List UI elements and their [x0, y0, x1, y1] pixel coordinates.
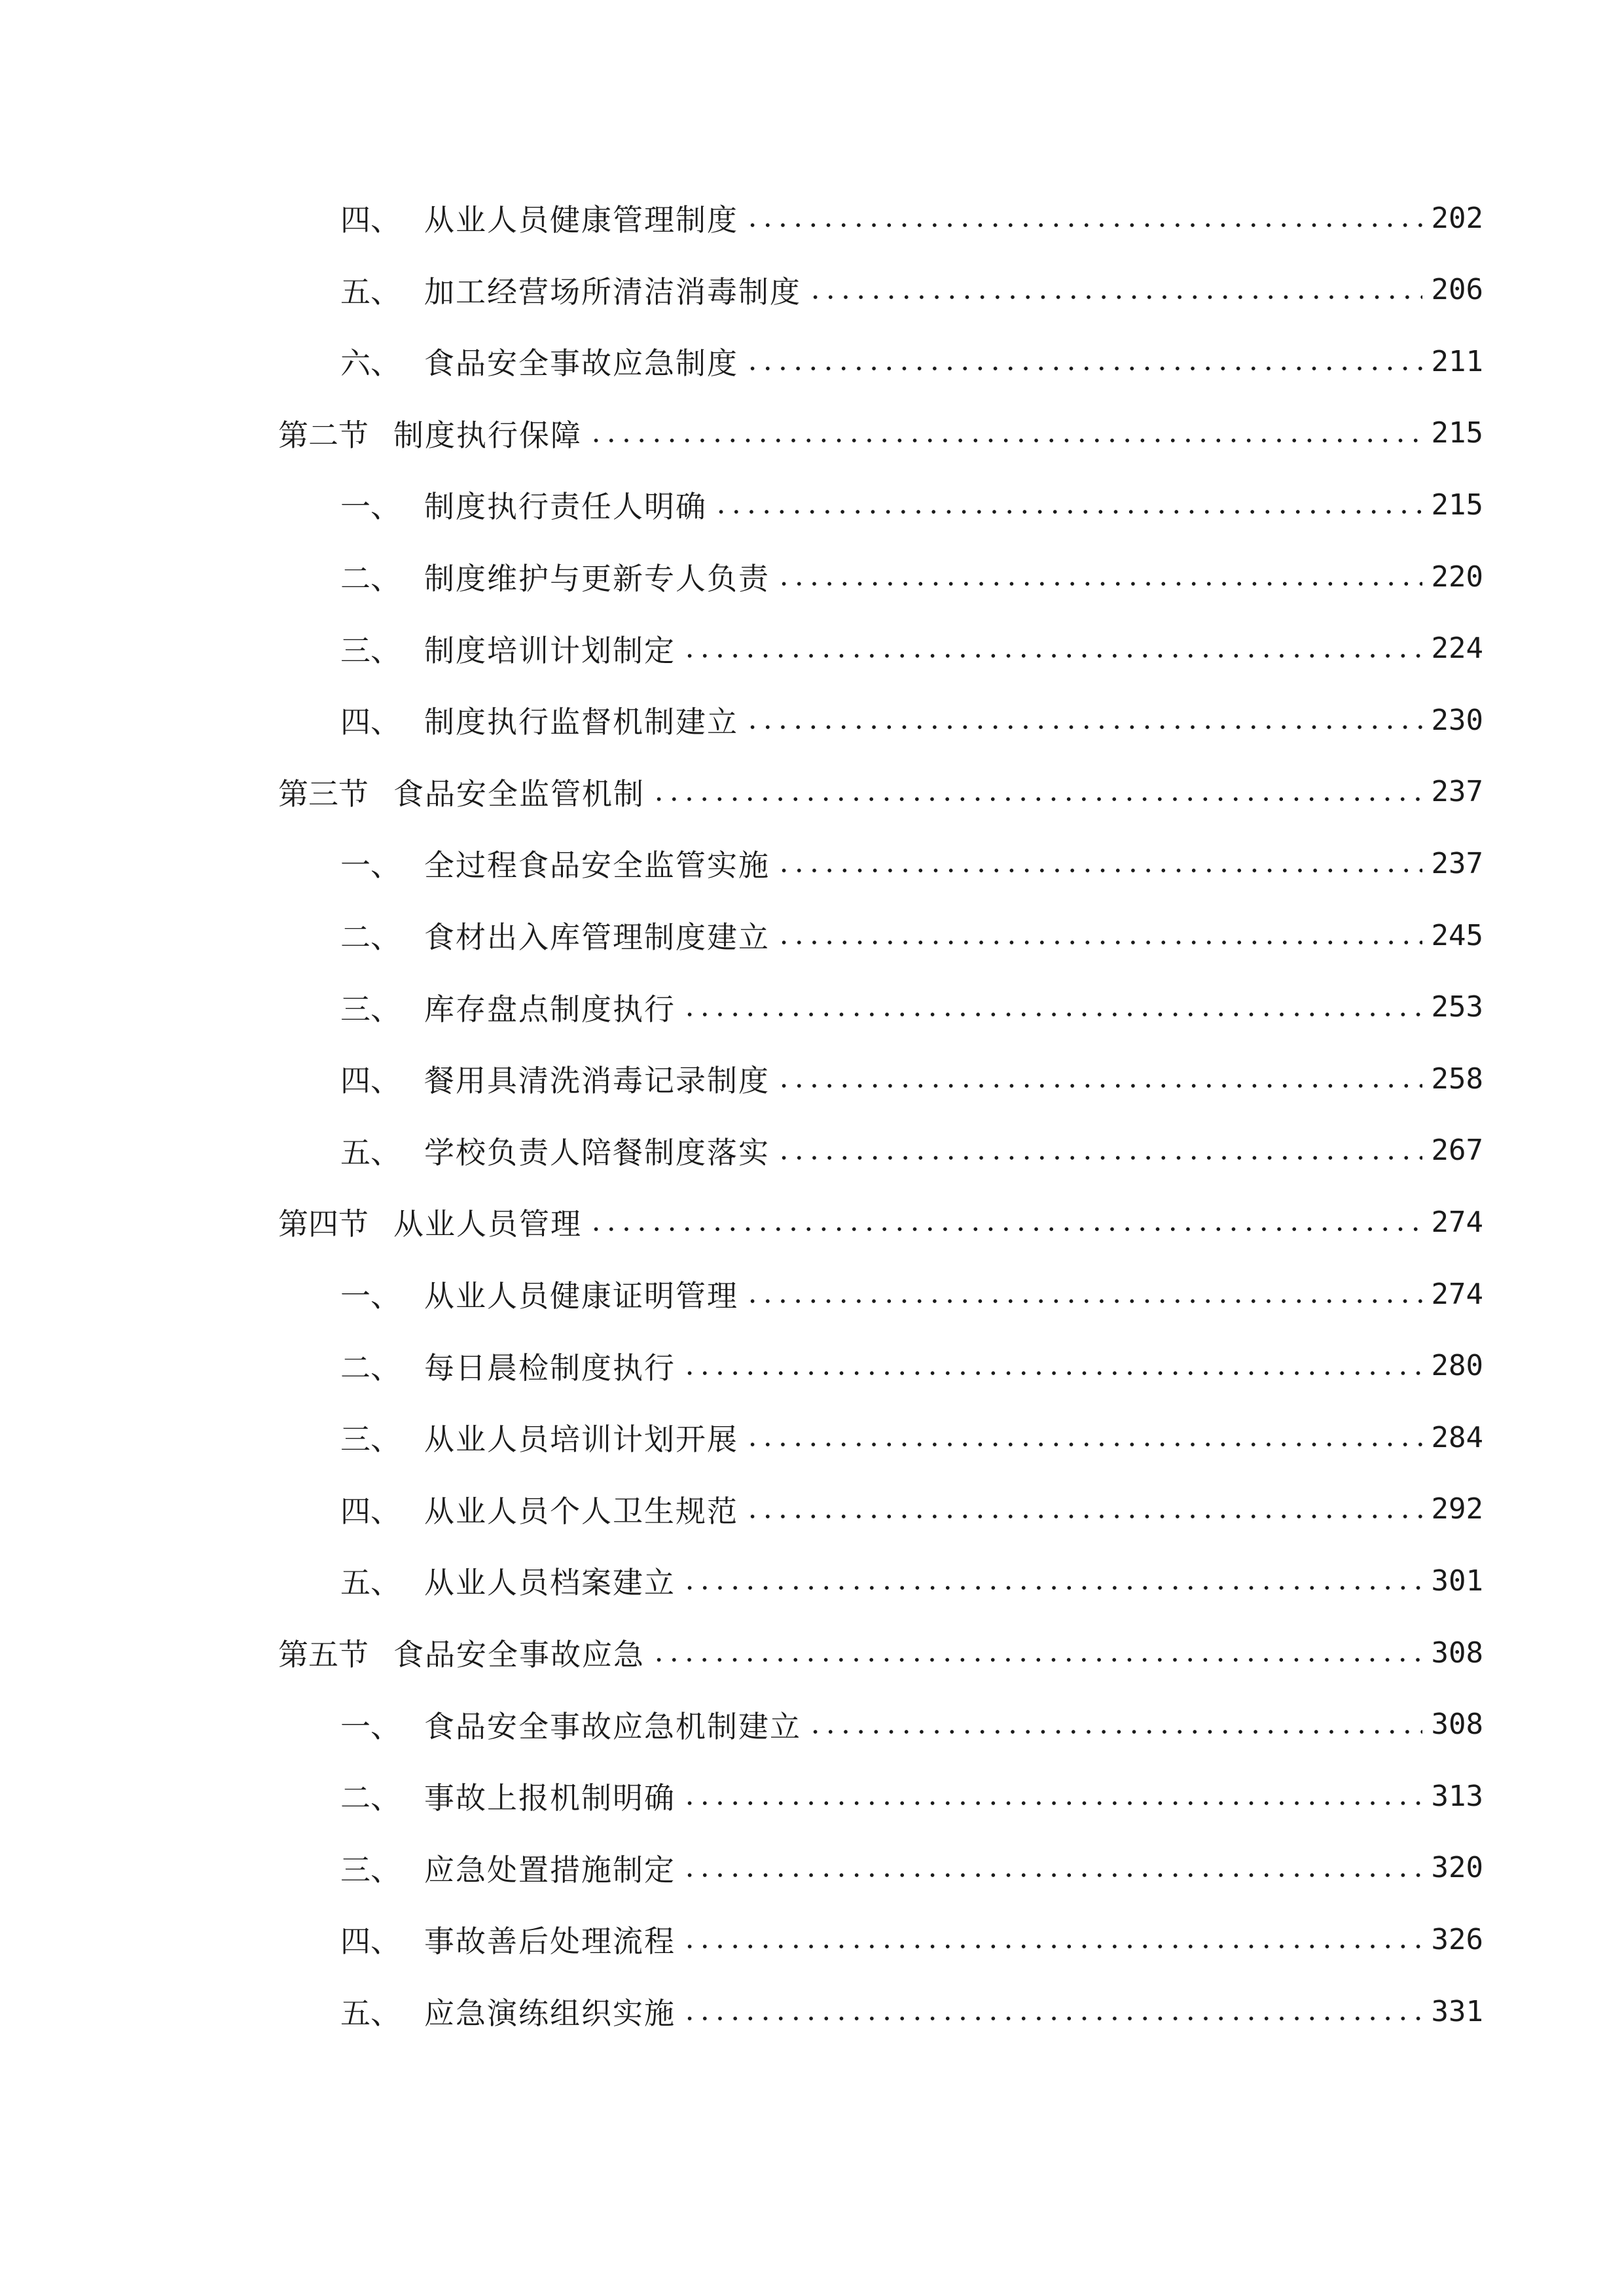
dot-leader: [682, 1842, 1422, 1894]
toc-entry-title: 从业人员健康证明管理: [424, 1278, 738, 1314]
dot-leader: [682, 1340, 1422, 1392]
toc-entry[interactable]: [340, 478, 1483, 531]
dot-leader: [745, 335, 1422, 387]
toc-entry-title: 应急处置措施制定: [424, 1852, 676, 1888]
toc-page-number: 220: [1431, 560, 1483, 594]
toc-page-number: 308: [1431, 1636, 1483, 1670]
dot-leader: [588, 407, 1422, 459]
toc-entry-title: 餐用具清洗消毒记录制度: [424, 1063, 770, 1099]
toc-page-number: 258: [1431, 1062, 1483, 1096]
toc-entry-title: 从业人员健康管理制度: [424, 202, 738, 238]
toc-page-number: 237: [1431, 846, 1483, 880]
toc-entry-title: 制度执行保障: [393, 417, 582, 453]
toc-page-number: 274: [1431, 1277, 1483, 1311]
toc-entry-title: 食材出入库管理制度建立: [424, 920, 770, 955]
toc-entry-title: 从业人员档案建立: [424, 1565, 676, 1601]
toc-entry-number: 二、: [340, 1780, 401, 1816]
toc-entry-number: 五、: [340, 1996, 401, 2031]
toc-entry-title: 从业人员培训计划开展: [424, 1422, 738, 1458]
toc-page-number: 237: [1431, 775, 1483, 809]
toc-entry-title: 全过程食品安全监管实施: [424, 848, 770, 884]
dot-leader: [682, 622, 1422, 675]
toc-entry[interactable]: [278, 407, 1483, 459]
toc-page-number: 301: [1431, 1564, 1483, 1598]
toc-entry-title: 库存盘点制度执行: [424, 991, 676, 1027]
toc-entry-number: 第五节: [278, 1637, 369, 1672]
dot-leader: [776, 1052, 1422, 1105]
toc-entry-number: 二、: [340, 561, 401, 596]
toc-entry[interactable]: [340, 1770, 1483, 1822]
toc-entry-number: 五、: [340, 274, 401, 310]
toc-entry-number: 四、: [340, 704, 401, 740]
toc-entry-number: 二、: [340, 920, 401, 955]
toc-entry[interactable]: [340, 550, 1483, 603]
toc-entry[interactable]: [278, 1196, 1483, 1248]
dot-leader: [713, 478, 1422, 531]
toc-entry-number: 第三节: [278, 776, 369, 812]
dot-leader: [682, 1985, 1422, 2037]
toc-page-number: 280: [1431, 1349, 1483, 1383]
toc-entry[interactable]: [340, 1985, 1483, 2037]
toc-page-number: 215: [1431, 488, 1483, 522]
toc-page-number: 267: [1431, 1134, 1483, 1168]
toc-page-number: 292: [1431, 1492, 1483, 1526]
toc-entry[interactable]: [340, 909, 1483, 961]
toc-entry[interactable]: [340, 1483, 1483, 1535]
dot-leader: [776, 1124, 1422, 1177]
toc-page-number: 211: [1431, 344, 1483, 378]
toc-entry-number: 四、: [340, 1924, 401, 1960]
dot-leader: [682, 1770, 1422, 1822]
toc-entry[interactable]: [340, 1698, 1483, 1751]
toc-entry-number: 一、: [340, 1278, 401, 1314]
dot-leader: [808, 264, 1422, 316]
toc-page-number: 308: [1431, 1708, 1483, 1742]
toc-page-number: 326: [1431, 1922, 1483, 1956]
dot-leader: [745, 1411, 1422, 1463]
toc-entry-title: 从业人员个人卫生规范: [424, 1493, 738, 1529]
dot-leader: [745, 694, 1422, 746]
toc-entry-title: 每日晨检制度执行: [424, 1350, 676, 1386]
toc-entry-number: 三、: [340, 632, 401, 668]
toc-entry[interactable]: [340, 1268, 1483, 1320]
dot-leader: [745, 1268, 1422, 1320]
toc-entry-number: 三、: [340, 1422, 401, 1458]
dot-leader: [682, 1913, 1422, 1965]
toc-entry-number: 第四节: [278, 1206, 369, 1242]
toc-entry[interactable]: [278, 766, 1483, 818]
dot-leader: [776, 550, 1422, 603]
toc-page-number: 215: [1431, 416, 1483, 450]
toc-entry[interactable]: [340, 1124, 1483, 1177]
toc-entry[interactable]: [340, 335, 1483, 387]
toc-page-number: 230: [1431, 703, 1483, 737]
toc-entry[interactable]: [340, 981, 1483, 1033]
toc-entry[interactable]: [340, 1913, 1483, 1965]
dot-leader: [651, 766, 1422, 818]
toc-page-number: 313: [1431, 1779, 1483, 1813]
toc-entry-number: 五、: [340, 1134, 401, 1170]
toc-entry-title: 加工经营场所清洁消毒制度: [424, 274, 801, 310]
toc-entry-number: 一、: [340, 489, 401, 525]
toc-entry[interactable]: [340, 264, 1483, 316]
toc-page-number: 224: [1431, 632, 1483, 666]
toc-entry-number: 二、: [340, 1350, 401, 1386]
toc-entry[interactable]: [340, 1411, 1483, 1463]
toc-entry-number: 五、: [340, 1565, 401, 1601]
toc-entry-title: 学校负责人陪餐制度落实: [424, 1134, 770, 1170]
toc-page-number: 245: [1431, 918, 1483, 952]
toc-entry[interactable]: [340, 1340, 1483, 1392]
toc-page-number: 284: [1431, 1420, 1483, 1454]
toc-page-number: 206: [1431, 273, 1483, 307]
toc-entry-title: 事故善后处理流程: [424, 1924, 676, 1960]
dot-leader: [745, 1483, 1422, 1535]
toc-entry[interactable]: [340, 837, 1483, 889]
toc-entry-title: 食品安全事故应急机制建立: [424, 1708, 801, 1744]
dot-leader: [745, 192, 1422, 244]
toc-entry-number: 三、: [340, 991, 401, 1027]
toc-entry[interactable]: [340, 1842, 1483, 1894]
toc-entry-number: 一、: [340, 1708, 401, 1744]
toc-entry[interactable]: [340, 622, 1483, 675]
toc-page-number: 331: [1431, 1994, 1483, 2028]
toc-page-number: 202: [1431, 201, 1483, 235]
toc-entry-title: 食品安全事故应急: [393, 1637, 645, 1672]
toc-entry-title: 从业人员管理: [393, 1206, 582, 1242]
toc-entry-number: 一、: [340, 848, 401, 884]
toc-page-number: 253: [1431, 990, 1483, 1024]
toc-entry[interactable]: [340, 694, 1483, 746]
toc-entry[interactable]: [278, 1626, 1483, 1679]
toc-entry-title: 食品安全监管机制: [393, 776, 645, 812]
dot-leader: [651, 1626, 1422, 1679]
toc-entry-title: 食品安全事故应急制度: [424, 346, 738, 382]
toc-entry-number: 六、: [340, 346, 401, 382]
toc-page-number: 320: [1431, 1851, 1483, 1885]
toc-entry[interactable]: [340, 1052, 1483, 1105]
dot-leader: [682, 981, 1422, 1033]
toc-entry-title: 事故上报机制明确: [424, 1780, 676, 1816]
toc-entry[interactable]: [340, 1554, 1483, 1607]
dot-leader: [588, 1196, 1422, 1248]
dot-leader: [776, 909, 1422, 961]
toc-entry-number: 四、: [340, 202, 401, 238]
toc-entry-title: 制度培训计划制定: [424, 632, 676, 668]
toc-page-number: 274: [1431, 1205, 1483, 1239]
toc-entry-number: 第二节: [278, 417, 369, 453]
dot-leader: [682, 1554, 1422, 1607]
toc-entry-title: 制度执行监督机制建立: [424, 704, 738, 740]
toc-entry-number: 四、: [340, 1063, 401, 1099]
toc-entry-title: 应急演练组织实施: [424, 1996, 676, 2031]
dot-leader: [776, 837, 1422, 889]
dot-leader: [808, 1698, 1422, 1751]
toc-entry-number: 三、: [340, 1852, 401, 1888]
toc-entry-number: 四、: [340, 1493, 401, 1529]
toc-entry-title: 制度维护与更新专人负责: [424, 561, 770, 596]
toc-entry[interactable]: [340, 192, 1483, 244]
toc-entry-title: 制度执行责任人明确: [424, 489, 707, 525]
